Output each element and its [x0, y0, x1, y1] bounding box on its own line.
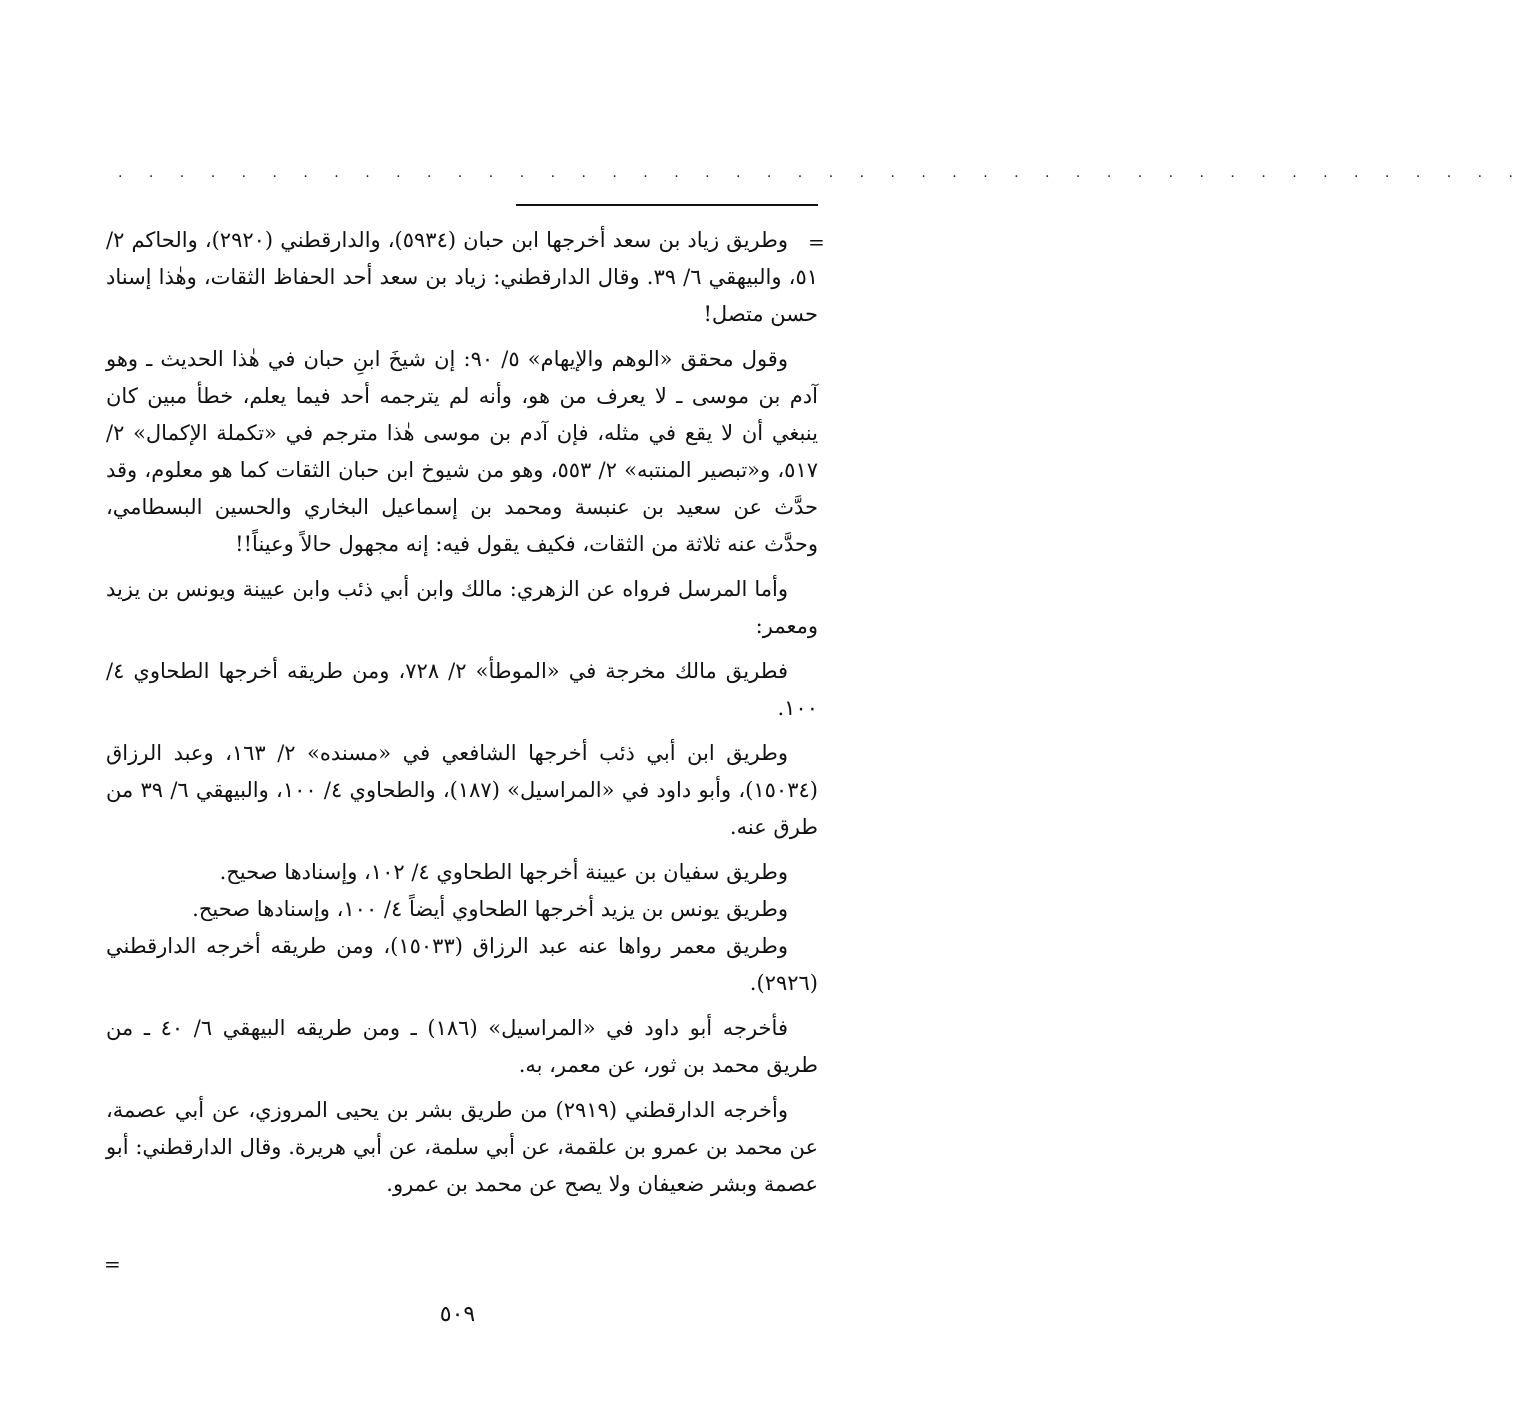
paragraph-7: وطريق يونس بن يزيد أخرجها الطحاوي أيضاً ٤/ ١٠٠، وإسنادها صحيح. [192, 897, 788, 921]
paragraph-9: فأخرجه أبو داود في «المراسيل» (١٨٦) ـ ومن طريقه البيهقي ٦/ ٤٠ ـ من طريق محمد بن ثور، عن معمر، به. [106, 1016, 818, 1077]
continuation-mark-top: = [808, 230, 825, 254]
footnote-text [106, 222, 818, 1211]
paragraph-10: وأخرجه الدارقطني (٢٩١٩) من طريق بشر بن يحيى المروزي، عن أبي عصمة، عن محمد بن عمرو بن علقمة، عن أبي سلمة، عن أبي هريرة. وقال الدارقطني: أبو عصمة وبشر ضعيفان ولا يصح عن محمد بن عمرو. [106, 1098, 818, 1196]
paragraph-3: وأما المرسل فرواه عن الزهري: مالك وابن أبي ذئب وابن عيينة ويونس بن يزيد ومعمر: [106, 577, 818, 638]
paragraph-4: فطريق مالك مخرجة في «الموطأ» ٢/ ٧٢٨، ومن طريقه أخرجها الطحاوي ٤/ ١٠٠. [106, 659, 818, 720]
paragraph-8: وطريق معمر رواها عنه عبد الرزاق (١٥٠٣٣)، ومن طريقه أخرجه الدارقطني (٢٩٢٦). [106, 934, 818, 995]
footnote-rule [516, 204, 818, 206]
paragraph-1: وطريق زياد بن سعد أخرجها ابن حبان (٥٩٣٤)، والدارقطني (٢٩٢٠)، والحاكم ٢/ ٥١، والبيهقي ٦/ ٣٩. وقال الدارقطني: زياد بن سعد أحد الحفاظ الثقات، وهٰذا إسناد حسن متصل! [106, 228, 818, 326]
continuation-mark-bottom: = [104, 1252, 121, 1276]
paragraph-2: وقول محقق «الوهم والإيهام» ٥/ ٩٠: إن شيخَ ابنِ حبان في هٰذا الحديث ـ وهو آدم بن موسى ـ لا يعرف من هو، وأنه لم يترجمه أحد فيما يعلم، خطأ مبين كان ينبغي أن لا يقع في مثله، فإن آدم بن موسى هٰذا مترجم في «تكملة الإكمال» ٢/ ٥١٧، و«تبصير المنتبه» ٢/ ٥٥٣، وهو من شيوخ ابن حبان الثقات كما هو معلوم، وقد حدَّث عن سعيد بن عنبسة ومحمد بن إسماعيل البخاري والحسين البسطامي، وحدَّث عنه ثلاثة من الثقات، فكيف يقول فيه: إنه مجهول حالاً وعيناً!! [106, 347, 819, 556]
paragraph-5: وطريق ابن أبي ذئب أخرجها الشافعي في «مسنده» ٢/ ١٦٣، وعبد الرزاق (١٥٠٣٤)، وأبو داود في «المراسيل» (١٨٧)، والطحاوي ٤/ ١٠٠، والبيهقي ٦/ ٣٩ من طرق عنه. [106, 741, 818, 839]
dotted-separator: . . . . . . . . . . . . . . . . . . . . . . . . . . . . . . . . . . . . . . . . . . . . . . [118, 165, 1524, 181]
paragraph-6: وطريق سفيان بن عيينة أخرجها الطحاوي ٤/ ١٠٢، وإسنادها صحيح. [219, 860, 788, 884]
page-number: ٥٠٩ [439, 1302, 476, 1327]
